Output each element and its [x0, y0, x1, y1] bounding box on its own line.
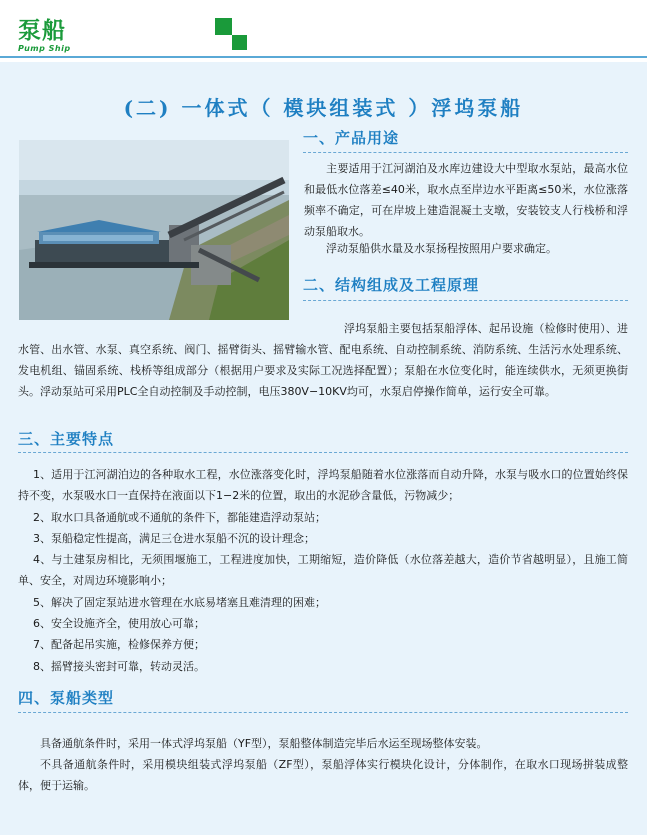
- decor-square: [232, 35, 247, 50]
- page-header: [0, 0, 647, 62]
- decor-square: [215, 18, 232, 35]
- types-paragraph-2: 不具备通航条件时，采用模块组装式浮坞泵船（ZF型），泵船浮体实行模块化设计，分体制作，在取水口现场拼装成整体，便于运输。: [18, 758, 628, 792]
- list-item: 1、适用于江河湖泊边的各种取水工程，水位涨落变化时，浮坞泵船随着水位涨落而自动升降，水泵与吸水口的位置始终保持不变，水泵吸水口一直保持在液面以下1−2米的位置，取出的水泥砂含量低，污物减少；: [18, 468, 628, 503]
- section-divider: [303, 152, 628, 153]
- brand-name-cn: 泵船: [18, 18, 66, 44]
- usage-paragraph: [304, 158, 628, 242]
- section-divider: [303, 300, 628, 301]
- structure-paragraph: 浮坞泵船主要包括泵船浮体、起吊设施（检修时使用）、进水管、出水管、水泵、真空系统、阀门、摇臂街头、摇臂输水管、配电系统、自动控制系统、消防系统、生活污水处理系统、发电机组、锚固系统、栈桥等组成部分（根据用户要求及实际工况选择配置）；泵船在水位变化时，能连续供水，无须更换街头。浮动泵站可采用PLC全自动控制及手动控制，电压380V−10KV均可，水泵启停操作简单，运行安全可靠。: [18, 322, 628, 398]
- usage-text: 主要适用于江河湖泊及水库边建设大中型取水泵站，最高水位和最低水位落差≤40米，取水点至岸边水平距离≤50米，水位涨落频率不确定，可在岸坡上建造混凝土支墩，安装铰支人行栈桥和浮动泵船取水。: [304, 162, 628, 238]
- list-item: 6、安全设施齐全，使用放心可靠；: [33, 617, 205, 631]
- list-item: 3、泵船稳定性提高，满足三仓进水泵船不沉的设计理念；: [33, 531, 315, 545]
- types-paragraph-1: 具备通航条件时，采用一体式浮坞泵船（YF型），泵船整体制造完毕后水运至现场整体安装。: [40, 737, 488, 750]
- list-item: 4、与土建泵房相比，无须围堰施工，工程进度加快，工期缩短，造价降低（水位落差越大，造价节省越明显），且施工简单、安全，对周边环境影响小；: [18, 553, 628, 588]
- features-list: [18, 464, 628, 677]
- pump-ship-photo: [19, 140, 289, 320]
- section-heading-types: 四、泵船类型: [18, 689, 115, 707]
- brand-name-en: Pump Ship: [18, 44, 71, 53]
- section-divider: [18, 712, 628, 713]
- header-divider: [0, 56, 647, 58]
- section-divider: [18, 452, 628, 453]
- page-title: (二) 一体式（ 模块组装式 ）浮坞泵船: [123, 96, 524, 120]
- list-item: 8、摇臂接头密封可靠，转动灵活。: [33, 659, 205, 673]
- section-heading-structure: 二、结构组成及工程原理: [303, 276, 480, 294]
- list-item: 2、取水口具备通航或不通航的条件下，都能建造浮动泵站；: [33, 510, 326, 524]
- list-item: 7、配备起吊实施，检修保养方便；: [33, 638, 205, 652]
- brand-logo: [18, 19, 71, 53]
- usage-paragraph-2: [304, 238, 628, 259]
- section-heading-usage: 一、产品用途: [303, 129, 400, 147]
- list-item: 5、解决了固定泵站进水管理在水底易堵塞且难清理的困难；: [33, 595, 326, 609]
- usage-text-2: 浮动泵船供水量及水泵扬程按照用户要求确定。: [326, 242, 557, 255]
- section-heading-features: 三、主要特点: [18, 430, 115, 448]
